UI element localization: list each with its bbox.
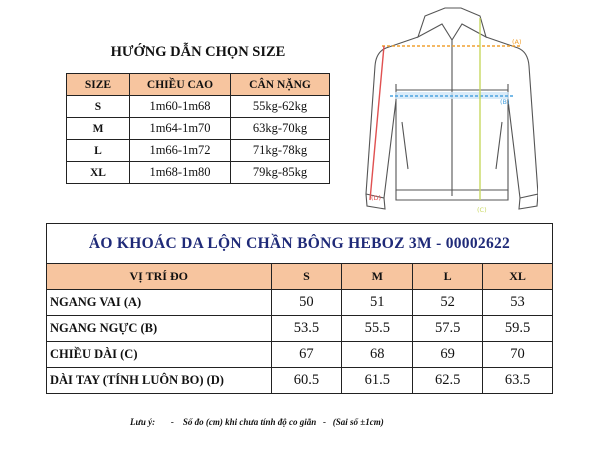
measurement-value: 62.5 bbox=[413, 368, 483, 394]
label-d: (D) bbox=[371, 194, 382, 202]
weight-cell: 71kg-78kg bbox=[231, 140, 330, 162]
size-guide-table bbox=[66, 73, 330, 184]
measurement-value: 52 bbox=[413, 290, 483, 316]
measurement-label: NGANG NGỰC (B) bbox=[47, 316, 272, 342]
label-a: (A) bbox=[512, 38, 522, 46]
size-guide-row bbox=[67, 140, 330, 162]
size-cell: XL bbox=[67, 162, 130, 184]
measurement-label: NGANG VAI (A) bbox=[47, 290, 272, 316]
measurement-header-cell: S bbox=[271, 264, 342, 290]
measurement-row bbox=[47, 342, 553, 368]
measurement-header-cell: M bbox=[342, 264, 413, 290]
measurement-value: 63.5 bbox=[483, 368, 553, 394]
size-cell: L bbox=[67, 140, 130, 162]
label-c: (C) bbox=[477, 206, 487, 214]
measurement-value: 70 bbox=[483, 342, 553, 368]
measurement-value: 57.5 bbox=[413, 316, 483, 342]
size-guide-row bbox=[67, 162, 330, 184]
measurement-value: 68 bbox=[342, 342, 413, 368]
measurement-header-cell: L bbox=[413, 264, 483, 290]
size-guide-header-cell: CÂN NẶNG bbox=[231, 74, 330, 96]
size-cell: M bbox=[67, 118, 130, 140]
jacket-measurement-diagram bbox=[362, 4, 538, 218]
weight-cell: 63kg-70kg bbox=[231, 118, 330, 140]
product-title: ÁO KHOÁC DA LỘN CHẦN BÔNG HEBOZ 3M - 00002622 bbox=[47, 224, 553, 264]
size-guide-row bbox=[67, 118, 330, 140]
measurement-row bbox=[47, 368, 553, 394]
measurement-value: 60.5 bbox=[271, 368, 342, 394]
measurement-header-row bbox=[47, 264, 553, 290]
size-guide-title: HƯỚNG DẪN CHỌN SIZE bbox=[110, 44, 286, 60]
measurement-table bbox=[46, 223, 553, 394]
note-text-tolerance: (Sai số ±1cm) bbox=[332, 417, 384, 427]
note-bullet: - bbox=[323, 417, 327, 427]
measurement-value: 69 bbox=[413, 342, 483, 368]
height-cell: 1m60-1m68 bbox=[130, 96, 231, 118]
note-text-stretch: Số đo (cm) khi chưa tính độ co giãn bbox=[182, 417, 317, 427]
note-bullet: - bbox=[170, 417, 174, 427]
height-cell: 1m64-1m70 bbox=[130, 118, 231, 140]
weight-cell: 55kg-62kg bbox=[231, 96, 330, 118]
measurement-header-cell: XL bbox=[483, 264, 553, 290]
label-b: (B) bbox=[500, 98, 510, 106]
measurement-value: 55.5 bbox=[342, 316, 413, 342]
size-guide-header-row bbox=[67, 74, 330, 96]
measurement-value: 50 bbox=[271, 290, 342, 316]
size-cell: S bbox=[67, 96, 130, 118]
measurement-value: 61.5 bbox=[342, 368, 413, 394]
measurement-value: 67 bbox=[271, 342, 342, 368]
measurement-row bbox=[47, 290, 553, 316]
note-label: Lưu ý: bbox=[130, 417, 156, 427]
size-guide-row bbox=[67, 96, 330, 118]
measurement-lines bbox=[370, 18, 522, 200]
measurement-value: 59.5 bbox=[483, 316, 553, 342]
measurement-row bbox=[47, 316, 553, 342]
measurement-value: 51 bbox=[342, 290, 413, 316]
height-cell: 1m66-1m72 bbox=[130, 140, 231, 162]
measurement-value: 53.5 bbox=[271, 316, 342, 342]
weight-cell: 79kg-85kg bbox=[231, 162, 330, 184]
height-cell: 1m68-1m80 bbox=[130, 162, 231, 184]
size-guide-header-cell: CHIỀU CAO bbox=[130, 74, 231, 96]
footnote bbox=[130, 417, 384, 427]
line-d bbox=[370, 46, 384, 200]
measurement-value: 53 bbox=[483, 290, 553, 316]
size-guide-header-cell: SIZE bbox=[67, 74, 130, 96]
measurement-label: CHIỀU DÀI (C) bbox=[47, 342, 272, 368]
measurement-header-cell: VỊ TRÍ ĐO bbox=[47, 264, 272, 290]
measurement-label: DÀI TAY (TÍNH LUÔN BO) (D) bbox=[47, 368, 272, 394]
